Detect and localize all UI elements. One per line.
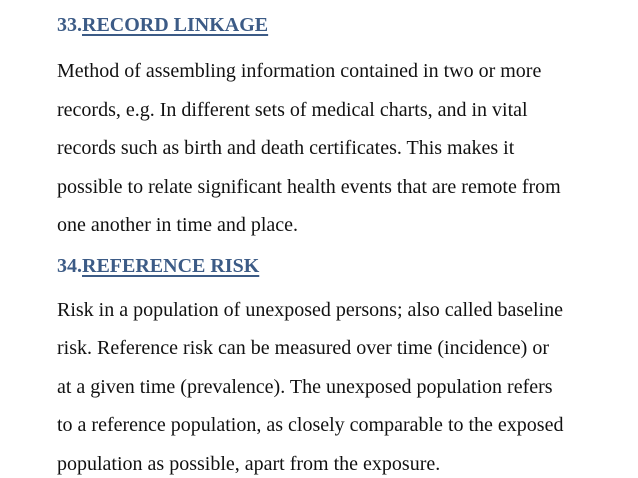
section-number: 33. [57, 14, 82, 36]
text-line: Risk in a population of unexposed persons; also called baseline [57, 298, 564, 321]
section-heading-reference-risk [57, 251, 638, 281]
section-title: REFERENCE RISK [82, 254, 260, 277]
section-body-reference-risk [57, 291, 638, 478]
text-line: possible to relate significant health events that are remote from [57, 175, 561, 198]
text-line: at a given time (prevalence). The unexposed population refers [57, 375, 553, 398]
section-body-record-linkage [57, 52, 638, 245]
section-heading-record-linkage [57, 10, 638, 40]
text-line: risk. Reference risk can be measured over time (incidence) or [57, 337, 549, 359]
section-title: RECORD LINKAGE [82, 14, 269, 36]
text-line: to a reference population, as closely comparable to the exposed [57, 414, 564, 436]
text-line: records such as birth and death certificates. This makes it [57, 137, 515, 159]
text-line: one another in time and place. [57, 214, 299, 236]
section-number: 34. [57, 254, 82, 277]
text-line: population as possible, apart from the exposure. [57, 452, 441, 475]
text-line: records, e.g. In different sets of medical charts, and in vital [57, 98, 528, 121]
text-line: Method of assembling information contained in two or more [57, 60, 542, 82]
